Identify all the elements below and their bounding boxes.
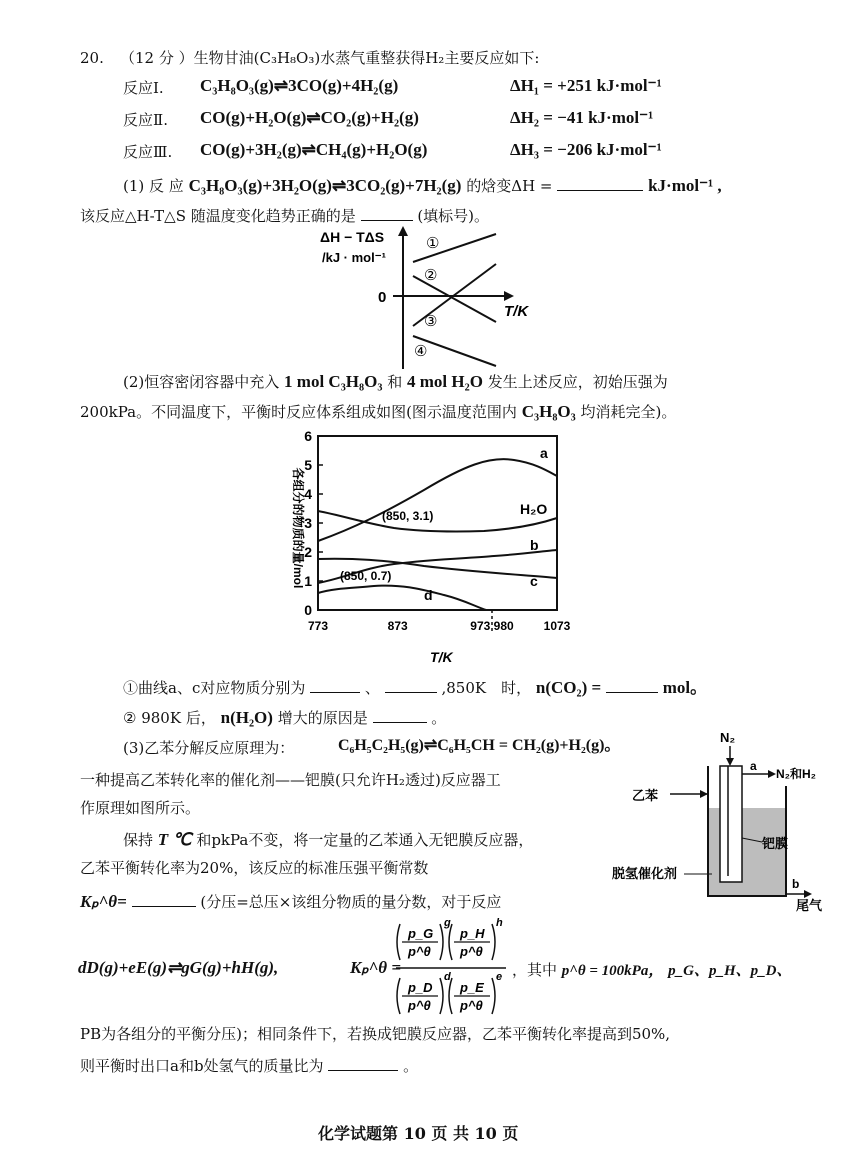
part3-line8: PB为各组分的平衡分压)；相同条件下，若换成钯膜反应器，乙苯平衡转化率提高到50%, [80, 1025, 671, 1043]
part3-kp-blank[interactable] [132, 890, 196, 907]
part3-line4-a: 保持 [123, 831, 154, 849]
fig1-ylabel-line1: ΔH − TΔS [320, 229, 385, 245]
fig3-n2-arrowhead [726, 758, 734, 766]
fig1-x-arrow [504, 291, 514, 301]
part2-line1-and: 和 [387, 373, 403, 391]
reaction-3-label: 反应Ⅲ. [123, 143, 173, 161]
frac-den-p0a: p^θ [408, 998, 431, 1013]
frac-paren-4l [449, 978, 452, 1014]
sub1-blank-c[interactable] [385, 676, 437, 693]
fig3-b-label: b [792, 877, 800, 891]
sub2-text-c: 增大的原因是 [277, 709, 368, 727]
part1-trend-blank[interactable] [361, 204, 413, 221]
part2-glycerol-amount: 1 mol C₃H₈O₃ [284, 372, 383, 391]
fig2-ytick-label: 5 [304, 457, 312, 473]
frac-num-pG: p_G [408, 926, 434, 941]
part3-line3: 作原理如图所示。 [80, 799, 201, 817]
fig1-label-1: ① [426, 235, 440, 252]
part3-line6-b: (分压=总压×该组分物质的量分数，对于反应 [200, 893, 502, 911]
frac-exp-g: g [444, 917, 451, 929]
fig1-label-3: ③ [424, 313, 438, 330]
reaction-2-enthalpy: ΔH₂ = −41 kJ·mol⁻¹ [510, 108, 654, 127]
part3-ratio-blank[interactable] [328, 1054, 398, 1071]
fig2-ytick-label: 2 [304, 544, 312, 560]
fig1-ylabel-line2: /kJ · mol⁻¹ [322, 250, 386, 265]
part3-line2: 一种提高乙苯转化率的催化剂——钯膜(只允许H₂透过)反应器工 [80, 771, 501, 789]
frac-paren-3l [397, 978, 400, 1014]
reaction-3-equation: CO(g)+3H₂(g)⇌CH₄(g)+H₂O(g) [200, 140, 428, 159]
fig3-a-arrowhead [768, 770, 776, 778]
fig3-feed-arrowhead [700, 790, 708, 798]
fig2-label-h2o: H₂O [520, 501, 548, 517]
question-intro: （12 分 ）生物甘油(C₃H₈O₃)水蒸气重整获得H₂主要反应如下: [120, 49, 540, 67]
figure-membrane-reactor [612, 726, 830, 916]
part1-enthalpy-blank[interactable] [557, 174, 643, 191]
fig3-a-label: a [750, 759, 757, 773]
formula-standard-pressure: p^θ = 100kPa， [561, 963, 664, 979]
fig3-a-gas-label: N₂和H₂ [776, 767, 816, 781]
reaction-3-enthalpy: ΔH₃ = −206 kJ·mol⁻¹ [510, 140, 662, 159]
sub1-text-a: ①曲线a、c对应物质分别为 [123, 679, 306, 697]
fig2-xlabel: T/K [430, 649, 453, 665]
sub2-blank[interactable] [373, 706, 427, 723]
fig2-ytick-label: 4 [304, 486, 312, 502]
fig2-ytick-label: 1 [304, 573, 312, 589]
formula-where: ，其中 [512, 961, 558, 979]
part2-water-amount: 4 mol H₂O [407, 372, 483, 391]
sub1-sep: 、 [364, 679, 380, 697]
fig2-curve-d [318, 586, 486, 610]
part2-line2-a: 200kPa。不同温度下，平衡时反应体系组成如图(图示温度范围内 [80, 403, 517, 421]
formula-k-label: Kₚ^θ = [350, 958, 402, 977]
sub2-nh2o: n(H₂O) [220, 708, 273, 727]
part3-line5: 乙苯平衡转化率为20%，该反应的标准压强平衡常数 [80, 859, 429, 877]
frac-paren-3r [440, 978, 443, 1014]
fig2-label-c: c [530, 573, 538, 589]
formula-kp-fraction [396, 916, 508, 1020]
figure-dh-tds [318, 224, 538, 374]
fig3-membrane-label: 钯膜 [762, 836, 789, 851]
fig3-feed-label: 乙苯 [632, 788, 659, 803]
fig1-zero: 0 [378, 289, 387, 306]
reaction-2-equation: CO(g)+H₂O(g)⇌CO₂(g)+H₂(g) [200, 108, 419, 127]
sub1-blank-nco2[interactable] [606, 676, 658, 693]
fig3-n2-label: N₂ [720, 730, 736, 745]
part2-glycerol: C₃H₈O₃ [521, 402, 576, 421]
fig1-xlabel: T/K [504, 303, 529, 320]
page-footer: 化学试题第 10 页 共 10 页 [318, 1124, 519, 1143]
part2-line2-c: 均消耗完全)。 [580, 403, 677, 421]
formula-equation: dD(g)+eE(g)⇌gG(g)+hH(g), [78, 958, 279, 977]
fig2-label-d: d [424, 587, 433, 603]
fig2-label-a: a [540, 445, 548, 461]
frac-paren-1l [397, 924, 400, 960]
frac-num-pH: p_H [460, 926, 485, 941]
fig2-label-b: b [530, 537, 539, 553]
frac-paren-1r [440, 924, 443, 960]
formula-variables: p_G、p_H、p_D、 [668, 963, 792, 979]
part1-unit: kJ·mol⁻¹ , [648, 176, 722, 195]
part3-temperature: T ℃ [157, 830, 192, 849]
fig2-annotation-1: (850, 3.1) [382, 509, 434, 523]
fig1-y-arrow [398, 226, 408, 236]
frac-paren-2l [449, 924, 452, 960]
part3-equation: C₆H₅C₂H₅(g)⇌C₆H₅CH = CH₂(g)+H₂(g)。 [338, 737, 621, 754]
part1-trend-hint: (填标号)。 [417, 207, 490, 225]
fig1-label-2: ② [424, 267, 438, 284]
fig2-xtick-label: 773 [307, 619, 329, 633]
question-number: 20. [80, 49, 104, 67]
reaction-1-label: 反应Ⅰ. [123, 79, 164, 97]
part3-line4-b: 和pkPa不变，将一定量的乙苯通入无钯膜反应器， [196, 831, 534, 849]
part2-line1-a: (2)恒容密闭容器中充入 [123, 373, 280, 391]
fig2-ylabel: 各组分的物质的量/mol [291, 467, 305, 589]
fig3-b-arrowhead [804, 890, 812, 898]
frac-num-p0b: p^θ [460, 944, 483, 959]
part3-line9-b: 。 [403, 1057, 419, 1075]
fig2-ytick-label: 0 [304, 602, 312, 618]
sub2-text-a: ② 980K 后， [123, 709, 216, 727]
frac-den-pE: p_E [460, 980, 484, 995]
fig3-catalyst-label: 脱氢催化剂 [612, 866, 678, 881]
part1-trend-question: 该反应△H-T△S 随温度变化趋势正确的是 [80, 207, 356, 225]
part1-prefix: (1) 反 应 [123, 177, 184, 195]
part2-line1-e: 发生上述反应，初始压强为 [487, 373, 668, 391]
fig2-xtick-label: 1073 [543, 619, 571, 633]
fig1-label-4: ④ [414, 343, 428, 360]
part1-equation: C₃H₈O₃(g)+3H₂O(g)⇌3CO₂(g)+7H₂(g) [188, 176, 462, 195]
reaction-2-label: 反应Ⅱ. [123, 111, 168, 129]
sub1-nco2: n(CO₂) = [535, 678, 602, 697]
sub2-end: 。 [431, 709, 447, 727]
fig3-b-gas-label: 尾气 [796, 898, 823, 913]
fig3-membrane-tube [720, 766, 742, 882]
part3-intro: (3)乙苯分解反应原理为： [123, 739, 295, 757]
fig2-ytick-label: 3 [304, 515, 312, 531]
reaction-1-enthalpy: ΔH₁ = +251 kJ·mol⁻¹ [510, 76, 662, 95]
frac-exp-e: e [496, 971, 503, 983]
frac-exp-h: h [496, 917, 503, 929]
part1-enthalpy-text: 的焓变ΔH = [466, 177, 553, 195]
part3-kp-label: Kₚ^θ= [80, 892, 127, 911]
fig2-ytick-label: 6 [304, 428, 312, 444]
frac-den-pD: p_D [408, 980, 433, 995]
frac-paren-2r [492, 924, 495, 960]
part3-line9-a: 则平衡时出口a和b处氢气的质量比为 [80, 1057, 324, 1075]
reaction-1-equation: C₃H₈O₃(g)⇌3CO(g)+4H₂(g) [200, 76, 399, 95]
fig2-xtick-label: 873 [387, 619, 408, 633]
frac-num-p0a: p^θ [408, 944, 431, 959]
fig2-annotation-2: (850, 0.7) [340, 569, 392, 583]
frac-paren-4r [492, 978, 495, 1014]
frac-den-p0b: p^θ [460, 998, 483, 1013]
figure-composition [274, 428, 574, 672]
sub1-unit: mol。 [662, 678, 708, 697]
fig2-xtick-label: 973 980 [470, 619, 514, 633]
sub1-text-c: ,850K 时， [441, 679, 532, 697]
frac-exp-d: d [444, 971, 451, 983]
sub1-blank-a[interactable] [310, 676, 360, 693]
